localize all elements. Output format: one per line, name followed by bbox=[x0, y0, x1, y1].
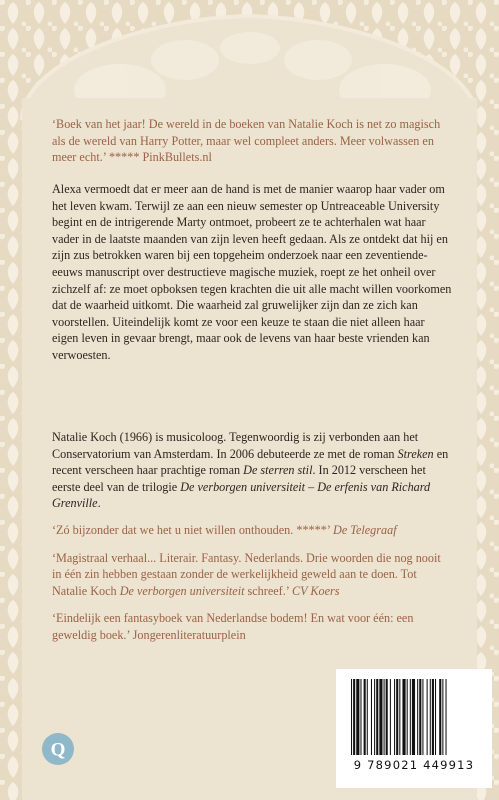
bio-title-sterren: De sterren stil bbox=[243, 463, 313, 478]
barcode-bar bbox=[384, 679, 385, 755]
barcode-bar bbox=[399, 679, 400, 755]
barcode-bar bbox=[439, 679, 441, 755]
review-quotes bbox=[52, 522, 452, 655]
quote-book-title: De verborgen universiteit bbox=[119, 583, 245, 598]
barcode-bar bbox=[422, 679, 423, 755]
barcode-bar bbox=[386, 679, 388, 755]
bio-title-streken: Streken bbox=[397, 446, 434, 461]
top-review-quote: ‘Boek van het jaar! De wereld in de boeken van Natalie Koch is net zo magisch als de wereld van Harry Potter, maar wel compleet anders. Meer volwassen en meer echt.’ ***** PinkBullets.nl bbox=[52, 117, 441, 165]
blurb-text: Alexa vermoedt dat er meer aan de hand is met de manier waarop haar vader om het leven kwam. Terwijl ze aan een nieuw semester op Untreaceable University begint en de intrigerende Marty ontmoet, probeert ze te achterhalen wat haar vader in de laatste maanden van zijn leven heeft gedaan. Als ze ontdekt dat hij en zijn zus betrokken waren bij een topgeheim onderzoek naar een zeventiende-eeuws manuscript over destructieve magische muziek, roept ze het onheil over zichzelf af: ze moet opboksen tegen krachten die uit alle macht willen voorkomen dat de waarheid uitkomt. Die waarheid zal gruwelijker zijn dan ze zich kan voorstellen. Uiteindelijk komt ze voor een keuze te staan die niet alleen haar eigen leven in gevaar brengt, maar ook de levens van haar beste vrienden kan verwoesten. bbox=[52, 182, 452, 362]
publisher-logo-letter: Q bbox=[50, 739, 66, 761]
barcode-bar bbox=[410, 679, 411, 755]
barcode-bar bbox=[442, 679, 443, 755]
barcode-bar bbox=[367, 679, 368, 755]
barcode-bar bbox=[417, 679, 418, 755]
barcode-bar bbox=[390, 679, 391, 755]
isbn-number: 9 789021 449913 bbox=[353, 758, 475, 772]
bio-part-2: en recent verscheen haar prachtige roman bbox=[52, 446, 449, 478]
review-quote-jongeren bbox=[52, 610, 452, 643]
barcode-bar bbox=[374, 679, 375, 755]
bio-part-3: . In 2012 verscheen het eerste deel van de trilogie bbox=[52, 463, 426, 494]
barcode-bar bbox=[430, 679, 431, 755]
quote-text: ‘Zó bijzonder dat we het u niet willen onthouden. *****’ bbox=[52, 523, 334, 537]
barcode-bar bbox=[356, 679, 359, 755]
barcode bbox=[336, 669, 492, 788]
barcode-bar bbox=[435, 679, 436, 755]
review-quote-cv-koers bbox=[52, 550, 452, 600]
barcode-bar bbox=[364, 679, 366, 755]
barcode-bar bbox=[446, 679, 447, 755]
bio-part-1: Natalie Koch (1966) is musicoloog. Tegenwoordig is zij verbonden aan het Conservatorium van Amsterdam. In 2006 debuteerde ze met de roman bbox=[52, 430, 419, 461]
barcode-bar bbox=[396, 679, 398, 755]
barcode-bar bbox=[419, 679, 421, 755]
barcode-bar bbox=[379, 679, 382, 755]
bio-title-trilogie: De verborgen universiteit – De erfenis van Richard Grenville bbox=[52, 479, 431, 511]
quote-text: schreef.’ bbox=[244, 583, 292, 598]
quote-text: ‘Magistraal verhaal... Literair. Fantasy. Nederlands. Drie woorden die nog nooit in één zin hebben gestaan zonder de werkelijkheid geweld aan te doen. Tot Natalie Koch bbox=[52, 550, 441, 598]
barcode-bar bbox=[353, 679, 355, 755]
barcode-bar bbox=[351, 679, 352, 755]
author-bio bbox=[52, 429, 452, 512]
barcode-bar bbox=[407, 679, 408, 755]
review-quote-telegraaf bbox=[52, 522, 452, 539]
book-blurb bbox=[52, 181, 452, 364]
quote-text: ‘Eindelijk een fantasyboek van Nederlandse bodem! En wat voor één: een geweldig boek.’ Jongerenliteratuurplein bbox=[52, 611, 414, 642]
barcode-bar bbox=[427, 679, 428, 755]
publisher-logo-icon bbox=[41, 732, 75, 766]
barcode-bar bbox=[432, 679, 434, 755]
barcode-bar bbox=[402, 679, 405, 755]
quote-source: CV Koers bbox=[291, 583, 340, 598]
bio-part-4: . bbox=[97, 496, 101, 511]
barcode-bar bbox=[412, 679, 415, 755]
barcode-bar bbox=[394, 679, 395, 755]
barcode-bar bbox=[360, 679, 361, 755]
barcode-bars bbox=[349, 679, 479, 757]
barcode-bar bbox=[371, 679, 372, 755]
barcode-bar bbox=[376, 679, 378, 755]
quote-source: De Telegraaf bbox=[333, 523, 397, 537]
